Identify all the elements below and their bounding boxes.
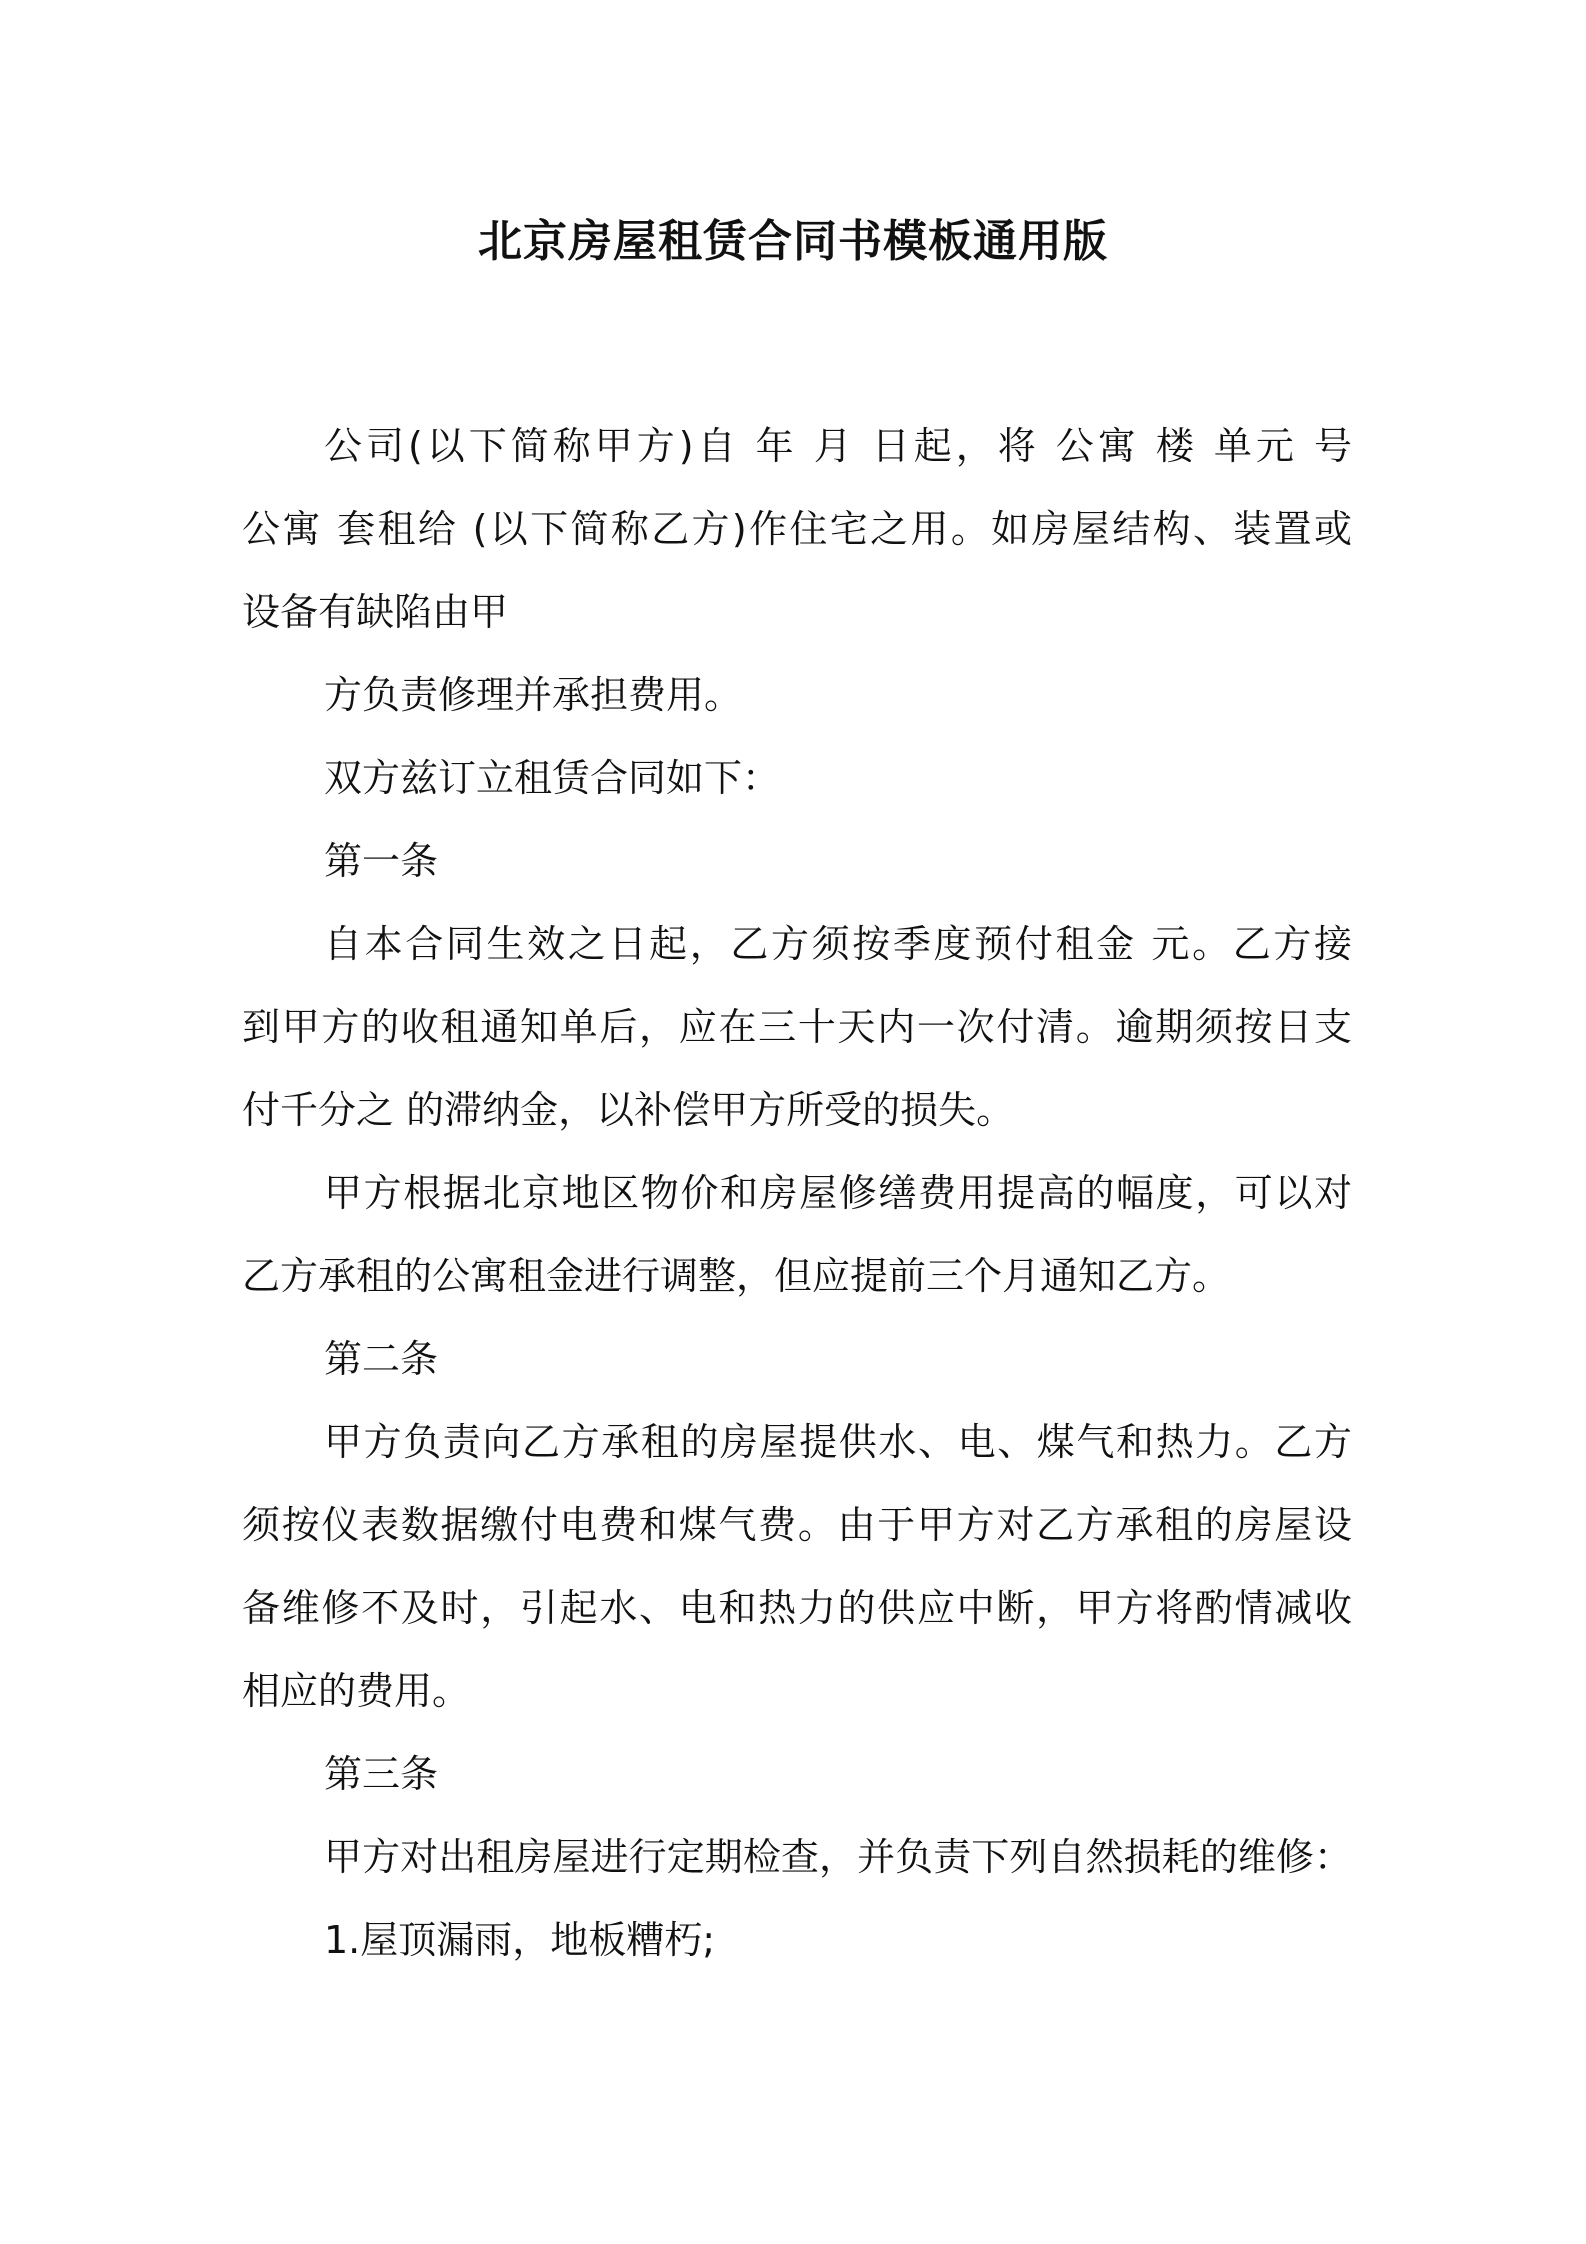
body-text-line: 第三条 (324, 1752, 439, 1796)
body-text-line: 到甲方的收租通知单后，应在三十天内一次付清。逾期须按日支 (242, 1005, 1352, 1049)
body-text-line: 公寓 套租给 (以下简称乙方)作住宅之用。如房屋结构、装置或 (242, 507, 1352, 551)
body-text-line: 相应的费用。 (242, 1669, 471, 1713)
body-text-line: 设备有缺陷由甲 (242, 590, 509, 634)
body-text-line: 甲方负责向乙方承租的房屋提供水、电、煤气和热力。乙方 (324, 1420, 1352, 1464)
body-text-line: 第一条 (324, 839, 439, 883)
body-text-line: 甲方对出租房屋进行定期检查，并负责下列自然损耗的维修： (324, 1835, 1352, 1879)
body-text-line: 付千分之 的滞纳金，以补偿甲方所受的损失。 (242, 1088, 1015, 1132)
document-body (242, 405, 1352, 1982)
body-text-line: 1.屋顶漏雨，地板糟朽; (324, 1918, 716, 1962)
body-text-line: 自本合同生效之日起，乙方须按季度预付租金 元。乙方接 (324, 922, 1352, 966)
body-text-line: 公司(以下简称甲方)自 年 月 日起，将 公寓 楼 单元 号 (324, 424, 1352, 468)
document-title: 北京房屋租赁合同书模板通用版 (478, 216, 1108, 267)
body-text-line: 备维修不及时，引起水、电和热力的供应中断，甲方将酌情减收 (242, 1586, 1352, 1630)
body-text-line: 甲方根据北京地区物价和房屋修缮费用提高的幅度，可以对 (324, 1171, 1352, 1215)
body-text-line: 乙方承租的公寓租金进行调整，但应提前三个月通知乙方。 (242, 1254, 1231, 1298)
body-text-line: 须按仪表数据缴付电费和煤气费。由于甲方对乙方承租的房屋设 (242, 1503, 1352, 1547)
body-text-line: 方负责修理并承担费用。 (324, 673, 743, 717)
body-text-line: 第二条 (324, 1337, 439, 1381)
body-text-line: 双方兹订立租赁合同如下： (324, 756, 781, 800)
